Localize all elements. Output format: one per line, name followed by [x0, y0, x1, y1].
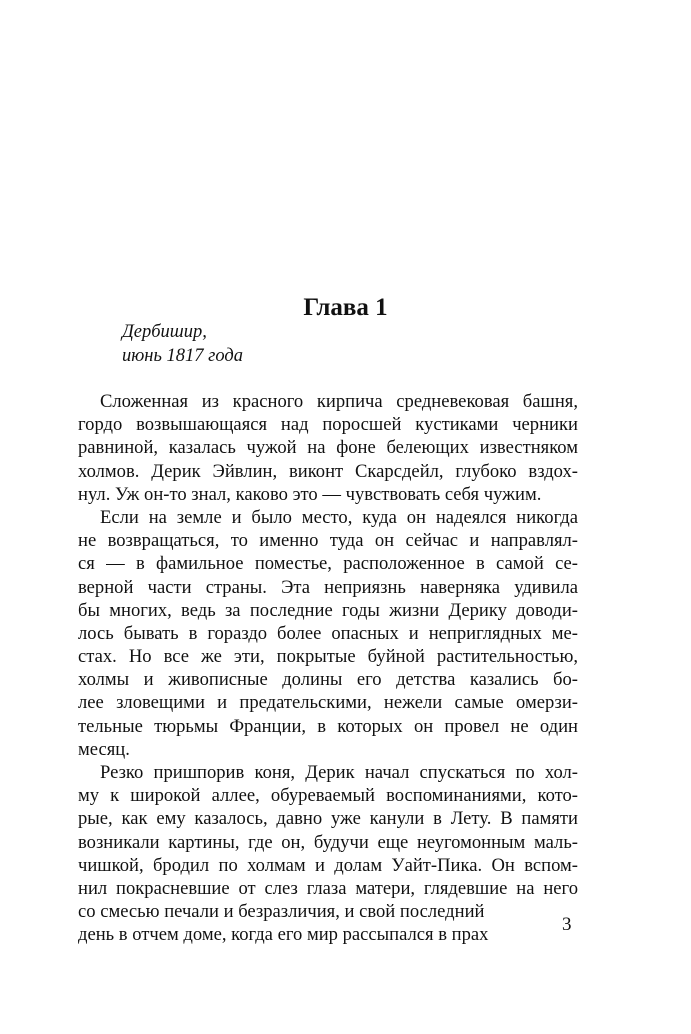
text-line: ся — в фамильное поместье, расположенное в самой се- — [78, 553, 578, 575]
text-line: Резко пришпорив коня, Дерик начал спускаться по хол- — [100, 762, 578, 783]
text-line: Если на земле и было место, куда он надеялся никогда — [100, 506, 578, 528]
text-line: возникали картины, где он, будучи еще неугомонным маль- — [78, 831, 578, 853]
chapter-title: Глава 1 — [303, 294, 388, 321]
text-line: гордо возвышающаяся над поросшей кустиками черники — [78, 414, 578, 436]
body-text — [78, 390, 578, 947]
text-line: холмов. Дерик Эйвлин, виконт Скарсдейл, глубоко вздох- — [78, 460, 578, 482]
epigraph-place: Дербишир, — [122, 322, 207, 342]
text-line: му к широкой аллее, обуреваемый воспоминаниями, кото- — [78, 785, 578, 807]
text-line: лее зловещими и предательскими, нежели самые омерзи- — [78, 692, 578, 714]
text-line: лось бывать в гораздо более опасных и неприглядных ме- — [78, 622, 578, 644]
text-line: нул. Уж он-то знал, каково это — чувствовать себя чужим. — [78, 483, 542, 505]
text-line: бы многих, ведь за последние годы жизни Дерику доводи- — [78, 599, 578, 621]
text-line: нил покрасневшие от слез глаза матери, глядевшие на него — [78, 877, 578, 899]
text-line: верной части страны. Эта неприязнь наверняка удивила — [78, 576, 578, 598]
epigraph-date: июнь 1817 года — [122, 346, 243, 366]
text-line: холмы и живописные долины его детства казались бо- — [78, 669, 578, 691]
text-line: не возвращаться, то именно туда он сейчас и направлял- — [78, 530, 578, 552]
text-line: равниной, казалась чужой на фоне белеющих известняком — [78, 437, 578, 459]
text-line: рые, как ему казалось, давно уже канули в Лету. В памяти — [78, 808, 578, 830]
text-line: Сложенная из красного кирпича средневековая башня, — [100, 391, 578, 412]
text-line: стах. Но все же эти, покрытые буйной растительностью, — [78, 646, 578, 668]
text-line: чишкой, бродил по холмам и долам Уайт-Пика. Он вспом- — [78, 854, 578, 876]
text-line: тельные тюрьмы Франции, в которых он провел не один — [78, 715, 578, 737]
text-line: со смесью печали и безразличия, и свой последний — [78, 901, 485, 923]
text-line: месяц. — [78, 738, 130, 760]
page-number: 3 — [562, 914, 572, 935]
text-line: день в отчем доме, когда его мир рассыпался в прах — [78, 924, 489, 946]
